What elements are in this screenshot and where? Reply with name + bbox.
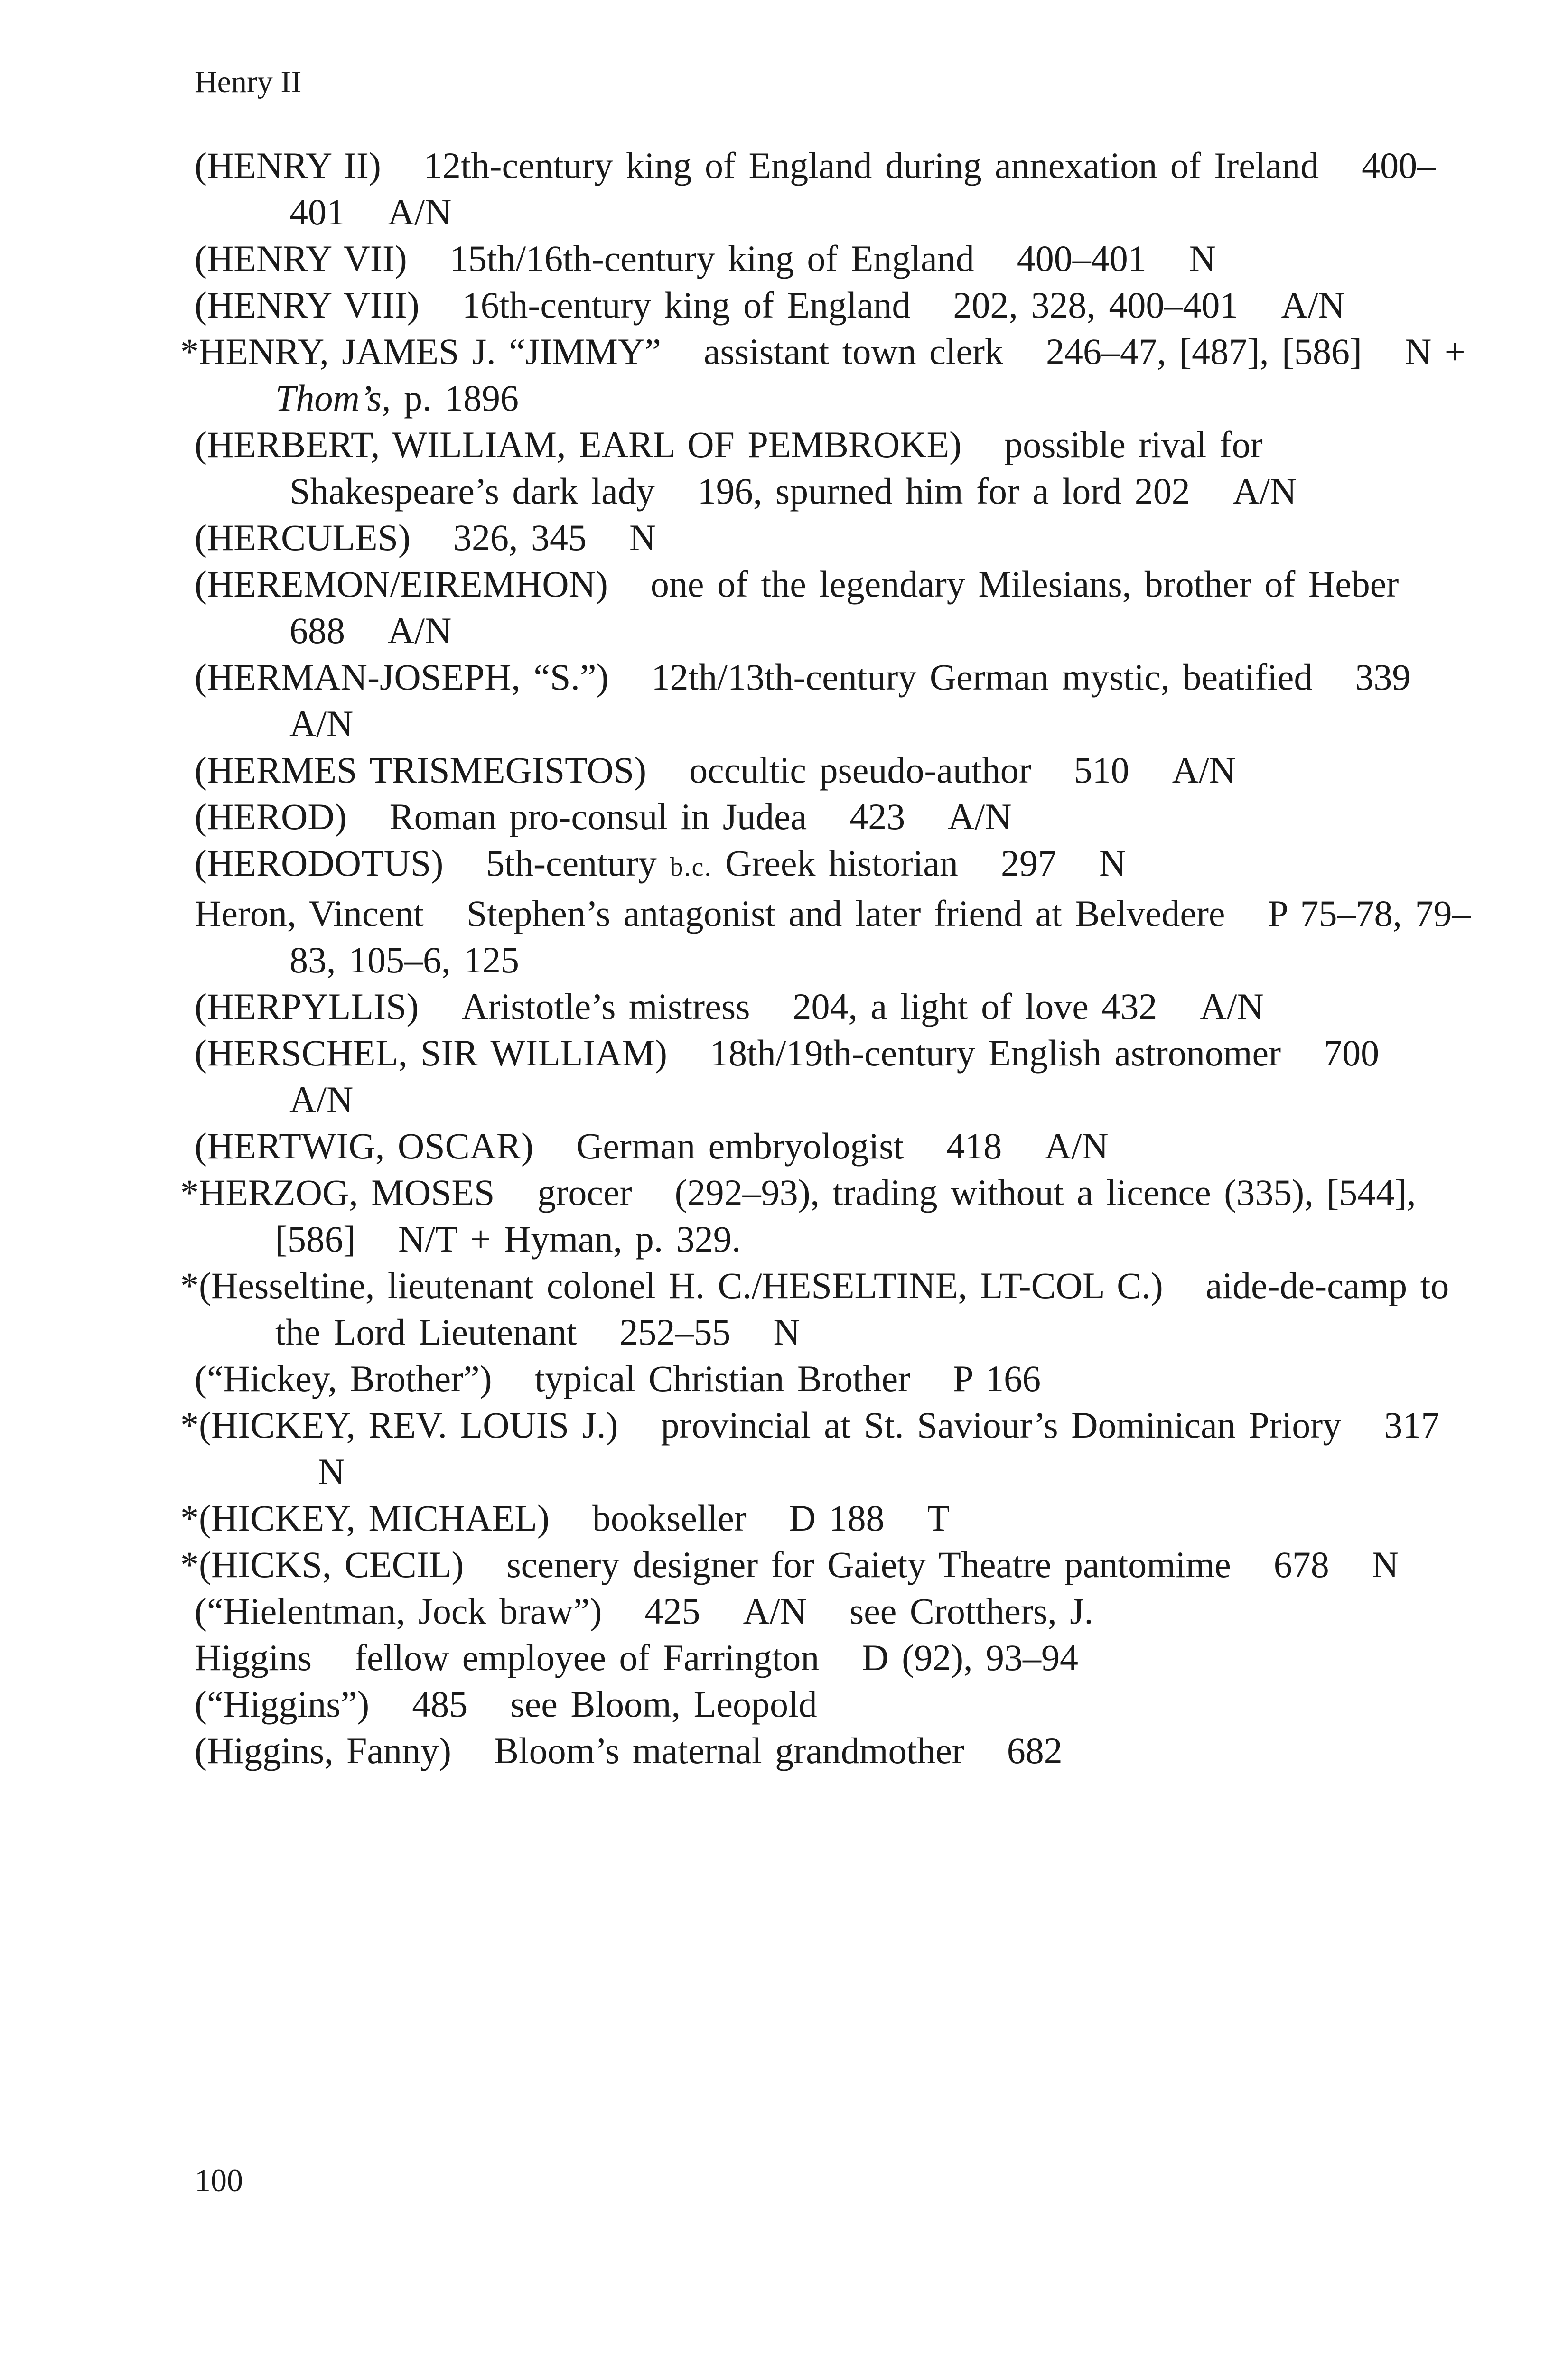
- index-entry: [180, 1542, 1471, 1588]
- entry-source-code: A/N: [289, 1079, 354, 1120]
- entry-page-refs: 246–47, [487], [586]: [1046, 331, 1362, 372]
- entry-page-refs: 510: [1073, 749, 1129, 791]
- entry-see-reference: see Bloom, Leopold: [510, 1683, 817, 1725]
- entry-page-refs: 196, spurned him for a lord 202: [697, 470, 1190, 512]
- entry-description: fellow employee of Farrington: [355, 1637, 820, 1678]
- index-entry: [180, 1123, 1471, 1169]
- entry-source-code: A/N: [743, 1590, 807, 1632]
- page-number: 100: [195, 2162, 243, 2198]
- entry-source-code: N +: [1404, 331, 1465, 372]
- index-entry: [180, 282, 1471, 328]
- entry-description: grocer: [537, 1172, 632, 1213]
- entry-page-refs: 425: [644, 1590, 700, 1632]
- entry-page-refs: P 75–78, 79–83, 105–6, 125: [289, 893, 1471, 981]
- index-entry: [180, 1402, 1471, 1495]
- entry-see-reference: see Crotthers, J.: [849, 1590, 1094, 1632]
- index-entry: [180, 1495, 1471, 1542]
- index-entry: [180, 890, 1471, 983]
- entry-source-code: A/N: [1045, 1125, 1109, 1167]
- entry-source-code: A/N: [388, 191, 452, 233]
- entry-source-code: N: [1099, 842, 1126, 884]
- entry-headword: (HERPYLLIS): [195, 986, 419, 1027]
- entry-page-refs: 252–55: [619, 1311, 731, 1353]
- index-entry: [180, 1588, 1471, 1635]
- entry-page-refs: D 188: [789, 1497, 885, 1539]
- entry-page-refs: D (92), 93–94: [862, 1637, 1079, 1678]
- entry-page-refs: 297: [1000, 842, 1056, 884]
- entry-description: Aristotle’s mistress: [461, 986, 750, 1027]
- index-entry: [180, 983, 1471, 1030]
- entry-headword: *(Hesseltine, lieutenant colonel H. C./HESELTINE, LT-COL C.): [180, 1265, 1163, 1306]
- entry-headword: (Higgins, Fanny): [195, 1730, 451, 1771]
- entry-source-code: N: [1372, 1544, 1399, 1585]
- entry-source-code: A/N: [388, 610, 452, 651]
- index-entry: [180, 840, 1471, 890]
- entry-page-refs: 400–401: [1017, 238, 1147, 279]
- entry-page-refs: 423: [849, 796, 905, 837]
- entry-headword: (“Higgins”): [195, 1683, 370, 1725]
- entry-description-tail: Greek historian: [712, 842, 958, 884]
- entry-page-refs: 485: [412, 1683, 468, 1725]
- entry-description: provincial at St. Saviour’s Dominican Priory: [661, 1404, 1342, 1446]
- index-entry: [180, 1728, 1471, 1774]
- entry-headword: *HENRY, JAMES J. “JIMMY”: [180, 331, 661, 372]
- entry-description: aide-de-camp to the Lord Lieutenant: [275, 1265, 1449, 1353]
- entry-page-refs: 700: [1324, 1032, 1380, 1074]
- entry-source-code: A/N: [1172, 749, 1236, 791]
- entry-source-code: A/N: [1232, 470, 1297, 512]
- entry-page-refs: 418: [946, 1125, 1002, 1167]
- entry-description: 16th-century king of England: [462, 284, 911, 326]
- entry-headword: (HERMAN-JOSEPH, “S.”): [195, 656, 609, 698]
- entry-headword: (“Hielentman, Jock braw”): [195, 1590, 602, 1632]
- index-entry: [180, 654, 1471, 747]
- entry-source-code: A/N: [1281, 284, 1345, 326]
- entry-headword: (HERMES TRISMEGISTOS): [195, 749, 647, 791]
- entry-source-tail: p. 1896: [391, 377, 519, 419]
- index-entry: [180, 747, 1471, 794]
- entry-page-refs: 326, 345: [453, 517, 587, 558]
- entry-description: 15th/16th-century king of England: [449, 238, 974, 279]
- entry-headword: *(HICKEY, REV. LOUIS J.): [180, 1404, 618, 1446]
- entry-headword: *HERZOG, MOSES: [180, 1172, 495, 1213]
- index-entry: [180, 1169, 1471, 1262]
- entry-description: assistant town clerk: [703, 331, 1004, 372]
- entry-headword: (HENRY VIII): [195, 284, 420, 326]
- entry-page-refs: P 166: [953, 1358, 1041, 1399]
- entry-source-code: A/N: [289, 703, 354, 744]
- entry-headword: (HERTWIG, OSCAR): [195, 1125, 533, 1167]
- entry-headword: *(HICKEY, MICHAEL): [180, 1497, 550, 1539]
- entry-headword: (HERBERT, WILLIAM, EARL OF PEMBROKE): [195, 424, 962, 465]
- entry-headword: (HENRY II): [195, 145, 381, 186]
- index-entry: [180, 142, 1471, 235]
- entry-source-code: N: [318, 1451, 345, 1492]
- entry-description: occultic pseudo-author: [689, 749, 1031, 791]
- entry-headword: (“Hickey, Brother”): [195, 1358, 492, 1399]
- index-entry: [180, 421, 1471, 514]
- entry-description: possible rival for Shakespeare’s dark lady: [289, 424, 1263, 512]
- entry-source-italic: Thom’s,: [275, 377, 391, 419]
- entry-description: 12th/13th-century German mystic, beatified: [651, 656, 1313, 698]
- entry-source-code: N: [773, 1311, 800, 1353]
- entry-headword: Heron, Vincent: [195, 893, 424, 934]
- entry-source-code: N/T + Hyman, p. 329.: [398, 1218, 741, 1260]
- entry-description-smallcaps: b.c.: [670, 852, 712, 882]
- index-entry: [180, 1030, 1471, 1123]
- entry-page-refs: 317: [1384, 1404, 1440, 1446]
- index-entry: [180, 561, 1471, 654]
- entry-page-refs: 202, 328, 400–401: [953, 284, 1239, 326]
- entry-headword: *(HICKS, CECIL): [180, 1544, 464, 1585]
- index-entry: [180, 794, 1471, 840]
- entry-page-refs: 682: [1007, 1730, 1063, 1771]
- entry-description: one of the legendary Milesians, brother of Heber: [650, 563, 1399, 605]
- entry-page-refs: 204, a light of love 432: [793, 986, 1157, 1027]
- entry-source-code: N: [1189, 238, 1216, 279]
- entry-description: 18th/19th-century English astronomer: [710, 1032, 1281, 1074]
- entry-page-refs: 400–401: [289, 145, 1436, 233]
- index-entries: [180, 142, 1471, 1774]
- index-entry: [180, 1355, 1471, 1402]
- index-entry: [180, 328, 1471, 421]
- index-entry: [180, 1681, 1471, 1728]
- entry-headword: (HEROD): [195, 796, 347, 837]
- entry-headword: (HENRY VII): [195, 238, 407, 279]
- running-head: Henry II: [195, 65, 302, 99]
- index-entry: [180, 1262, 1471, 1355]
- entry-page-refs: 339: [1355, 656, 1411, 698]
- entry-page-refs: 678: [1273, 1544, 1329, 1585]
- entry-page-refs: 688: [289, 610, 345, 651]
- index-entry: [180, 235, 1471, 282]
- index-entry: [180, 514, 1471, 561]
- entry-description: 12th-century king of England during annexation of Ireland: [423, 145, 1319, 186]
- entry-description: Roman pro-consul in Judea: [389, 796, 807, 837]
- entry-headword: (HERODOTUS): [195, 842, 444, 884]
- entry-source-code: A/N: [1200, 986, 1264, 1027]
- entry-description: typical Christian Brother: [534, 1358, 911, 1399]
- entry-description: bookseller: [592, 1497, 747, 1539]
- entry-description: scenery designer for Gaiety Theatre pantomime: [506, 1544, 1231, 1585]
- entry-page-refs: (292–93), trading without a licence (335), [544], [586]: [275, 1172, 1416, 1260]
- index-entry: [180, 1635, 1471, 1681]
- entry-headword: (HEREMON/EIREMHON): [195, 563, 608, 605]
- entry-source-code: A/N: [948, 796, 1012, 837]
- entry-description: Stephen’s antagonist and later friend at Belvedere: [466, 893, 1225, 934]
- entry-source-code: T: [927, 1497, 950, 1539]
- entry-source-code: N: [629, 517, 656, 558]
- entry-headword: (HERCULES): [195, 517, 411, 558]
- entry-description: 5th-century: [486, 842, 670, 884]
- entry-headword: (HERSCHEL, SIR WILLIAM): [195, 1032, 667, 1074]
- entry-description: Bloom’s maternal grandmother: [494, 1730, 964, 1771]
- entry-description: German embryologist: [576, 1125, 904, 1167]
- entry-headword: Higgins: [195, 1637, 312, 1678]
